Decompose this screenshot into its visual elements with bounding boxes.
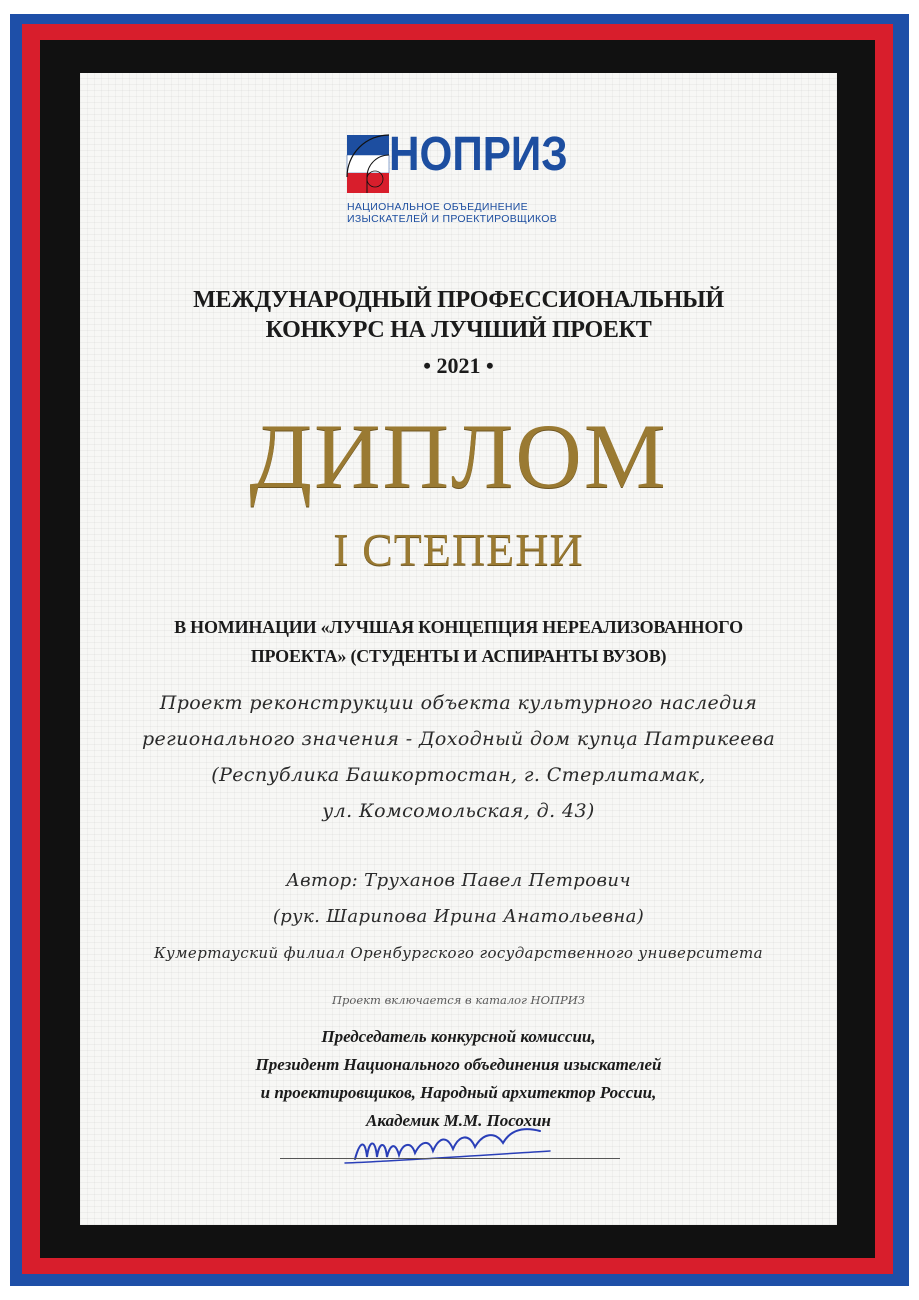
contest-title-line: КОНКУРС НА ЛУЧШИЙ ПРОЕКТ [265, 317, 652, 343]
author-block [80, 863, 837, 971]
contest-title [80, 285, 837, 345]
institution: Кумертауский филиал Оренбургского государственного университета [153, 944, 764, 962]
project-line: регионального значения - Доходный дом купца Патрикеева [141, 728, 776, 750]
chairman-block [80, 1023, 837, 1135]
signature-icon [335, 1121, 565, 1171]
diploma-title: ДИПЛОМ [249, 405, 668, 507]
nomination-line: В НОМИНАЦИИ «ЛУЧШАЯ КОНЦЕПЦИЯ НЕРЕАЛИЗОВАННОГО [174, 617, 743, 637]
flag-logo-icon [345, 133, 391, 195]
author-name: Автор: Труханов Павел Петрович [286, 870, 631, 891]
diploma-sheet [80, 73, 837, 1225]
logo-subtitle [347, 201, 587, 225]
noprizlogo [345, 128, 575, 231]
nomination-line: ПРОЕКТА» (СТУДЕНТЫ И АСПИРАНТЫ ВУЗОВ) [250, 646, 667, 666]
chairman-line: Академик М.М. Посохин [366, 1111, 551, 1130]
contest-year: • 2021 • [423, 353, 494, 378]
logo-subtitle-line: НАЦИОНАЛЬНОЕ ОБЪЕДИНЕНИЕ [347, 201, 528, 213]
chairman-line: Председатель конкурсной комиссии, [321, 1027, 596, 1046]
signature-line [280, 1158, 620, 1159]
project-description [80, 685, 837, 829]
chairman-line: и проектировщиков, Народный архитектор России, [260, 1083, 657, 1102]
project-line: (Республика Башкортостан, г. Стерлитамак, [211, 764, 706, 786]
project-line: Проект реконструкции объекта культурного наследия [159, 692, 758, 714]
chairman-line: Президент Национального объединения изыскателей [255, 1055, 662, 1074]
catalog-note: Проект включается в каталог НОПРИЗ [332, 993, 585, 1007]
logo-subtitle-line: ИЗЫСКАТЕЛЕЙ И ПРОЕКТИРОВЩИКОВ [347, 213, 558, 225]
supervisor-name: (рук. Шарипова Ирина Анатольевна) [272, 906, 645, 927]
project-line: ул. Комсомольская, д. 43) [322, 800, 595, 822]
diploma-degree: I СТЕПЕНИ [333, 524, 584, 575]
nomination [80, 613, 837, 671]
contest-title-line: МЕЖДУНАРОДНЫЙ ПРОФЕССИОНАЛЬНЫЙ [193, 287, 724, 313]
logo-wordmark: НОПРИЗ [389, 128, 568, 181]
